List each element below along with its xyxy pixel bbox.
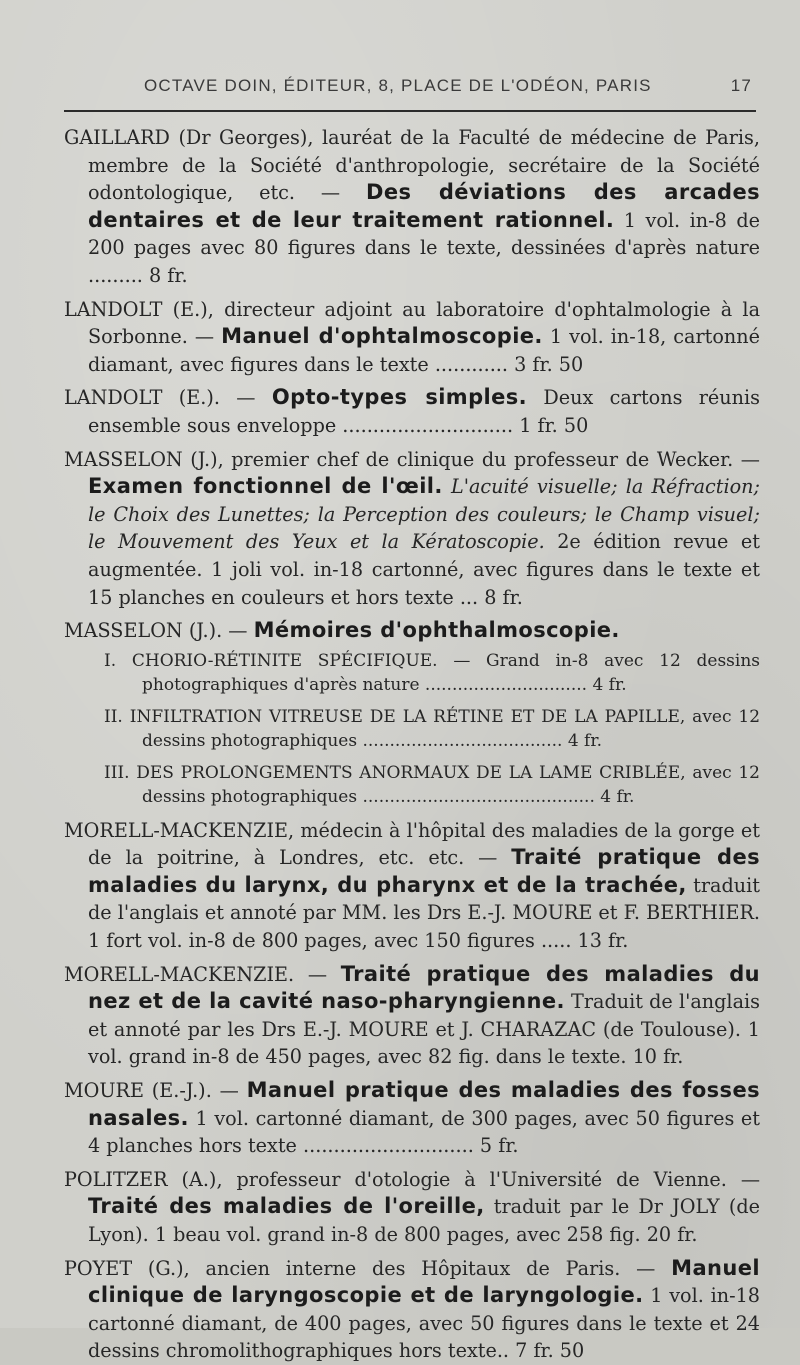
entry-details: 1 vol. in-18, cartonné diamant, avec figures dans le texte bbox=[88, 325, 761, 376]
entry-author: MASSELON (J.) bbox=[64, 447, 218, 471]
entry-description: . — bbox=[205, 1079, 247, 1103]
entry-description: . — bbox=[213, 386, 272, 410]
memoire-text: avec 12 dessins photographiques bbox=[142, 706, 761, 751]
entry-price: 8 fr. bbox=[484, 585, 523, 609]
entry-description: , médecin à l'hôpital des maladies de la gorge et de la poitrine, à Londres, etc. etc. — bbox=[88, 818, 760, 870]
entry-title: Manuel pratique des maladies des fosses nasales. bbox=[88, 1078, 760, 1130]
running-head bbox=[64, 76, 760, 96]
catalog-entry-moure: MOURE (E.-J.). — Manuel pratique des maladies des fosses nasales. 1 vol. cartonné diamant, de 300 pages, avec 50 figures et 4 planches hors texte ............................ 5 fr. bbox=[64, 1078, 760, 1158]
entry-price: 3 fr. 50 bbox=[514, 352, 584, 376]
memoire-text: avec 12 dessins photographiques bbox=[142, 762, 760, 807]
entry-price: 10 fr. bbox=[632, 1045, 684, 1069]
memoire-label: DES PROLONGEMENTS ANORMAUX DE LA LAME CRIBLÉE, bbox=[136, 762, 686, 783]
entry-details: 1 vol. in-8 de 200 pages avec 80 figures dans le texte, dessinées d'après nature bbox=[88, 208, 760, 260]
entry-title: Manuel clinique de laryngoscopie et de laryngologie. bbox=[88, 1255, 760, 1308]
entry-title: Traité pratique des maladies du nez et de la cavité naso-pharyngienne. bbox=[88, 961, 760, 1014]
entry-subjects: L'acuité visuelle; la Réfraction; le Choix des Lunettes; la Perception des couleurs; le Champ visuel; le Mouvement des Yeux et la Kératoscopie. bbox=[88, 475, 760, 554]
entry-description: , ancien interne des Hôpitaux de Paris. — bbox=[183, 1256, 672, 1280]
memoire-item: II. INFILTRATION VITREUSE DE LA RÉTINE ET DE LA PAPILLE, avec 12 dessins photographiques ..................................... 4 fr. bbox=[104, 706, 761, 751]
memoire-text: — Grand in-8 avec 12 dessins photographiques d'après nature bbox=[142, 650, 761, 695]
entry-details: Deux cartons réunis ensemble sous enveloppe bbox=[88, 386, 760, 437]
entry-author: LANDOLT (E.) bbox=[64, 297, 208, 321]
entry-details: Traduit de l'anglais et annoté par les Drs E.-J. MOURE et J. CHARAZAC (de Toulouse). 1 vol. grand in-8 de 450 pages, avec 82 fig. dans le texte. bbox=[88, 990, 760, 1069]
entry-author: LANDOLT (E.) bbox=[64, 386, 214, 410]
entry-author: MASSELON (J.) bbox=[64, 619, 217, 643]
page-number: 17 bbox=[730, 76, 752, 95]
entry-details: 1 vol. in-18 cartonné diamant, de 400 pages, avec 50 figures dans le texte et 24 dessins chromolithographiques hors texte.. bbox=[88, 1284, 760, 1363]
entry-price: 7 fr. 50 bbox=[515, 1339, 585, 1363]
entry-details: traduit par le Dr JOLY (de Lyon). 1 beau vol. grand in-8 de 800 pages, avec 258 fig. bbox=[88, 1195, 760, 1246]
entry-title: Examen fonctionnel de l'œil. bbox=[88, 474, 443, 499]
catalog-entry-gaillard: GAILLARD (Dr Georges), lauréat de la Faculté de médecine de Paris, membre de la Société d'anthropologie, secrétaire de la Société odontologique, etc. — Des déviations des arcades dentaires et de leur traitement rationnel. 1 vol. in-8 de 200 pages avec 80 figures dans le texte, dessinées d'après nature ......... 8 fr. bbox=[64, 126, 761, 287]
memoire-price: 4 fr. bbox=[592, 674, 627, 695]
entry-details: 1 vol. cartonné diamant, de 300 pages, avec 50 figures et 4 planches hors texte bbox=[88, 1106, 760, 1158]
catalog-entry-landolt-optotypes: LANDOLT (E.). — Opto-types simples. Deux cartons réunis ensemble sous enveloppe ............................ 1 fr. 50 bbox=[64, 385, 760, 437]
catalog-entry-landolt-manuel: LANDOLT (E.), directeur adjoint au laboratoire d'ophtalmologie à la Sorbonne. — Manuel d'ophtalmoscopie. 1 vol. in-18, cartonné diamant, avec figures dans le texte ............ 3 fr. 50 bbox=[64, 297, 761, 376]
entry-description: . — bbox=[288, 962, 341, 986]
catalog-entry-mackenzie-larynx: MORELL-MACKENZIE, médecin à l'hôpital des maladies de la gorge et de la poitrine, à Londres, etc. etc. — Traité pratique des maladies du larynx, du pharynx et de la trachée, traduit de l'anglais et annoté par MM. les Drs E.-J. MOURE et F. BERTHIER. 1 fort vol. in-8 de 800 pages, avec 150 figures ..... 13 fr. bbox=[64, 818, 760, 953]
memoire-item: I. CHORIO-RÉTINITE SPÉCIFIQUE. — Grand in-8 avec 12 dessins photographiques d'après nature .............................. 4 fr. bbox=[104, 650, 761, 695]
catalog-entry-mackenzie-nez bbox=[64, 961, 760, 1071]
entry-title: Traité pratique des maladies du larynx, du pharynx et de la trachée, bbox=[88, 845, 760, 897]
entry-description: , directeur adjoint au laboratoire d'ophtalmologie à la Sorbonne. — bbox=[88, 297, 761, 349]
entry-description: , professeur d'otologie à l'Université de Vienne. — bbox=[216, 1167, 761, 1191]
entry-title: Opto-types simples. bbox=[271, 385, 528, 410]
entry-author: MORELL-MACKENZIE bbox=[64, 962, 289, 986]
entry-author: MORELL-MACKENZIE bbox=[64, 818, 289, 842]
entry-title: Mémoires d'ophthalmoscopie. bbox=[253, 618, 620, 643]
entry-price: 20 fr. bbox=[646, 1223, 698, 1246]
memoire-label: INFILTRATION VITREUSE DE LA RÉTINE ET DE LA PAPILLE, bbox=[129, 706, 686, 727]
entry-price: 13 fr. bbox=[577, 929, 629, 953]
entry-author: MOURE (E.-J.) bbox=[64, 1079, 206, 1103]
memoire-price: 4 fr. bbox=[600, 786, 635, 807]
catalog-entry-poyet bbox=[64, 1255, 760, 1365]
entry-details: traduit de l'anglais et annoté par MM. les Drs E.-J. MOURE et F. BERTHIER. 1 fort vol. in-8 de 800 pages, avec 150 figures bbox=[88, 873, 760, 953]
memoire-label: CHORIO-RÉTINITE SPÉCIFIQUE. bbox=[131, 650, 438, 671]
entry-title: Manuel d'ophtalmoscopie. bbox=[221, 324, 543, 349]
entry-author: POLITZER (A.) bbox=[64, 1167, 217, 1191]
header-rule bbox=[64, 110, 756, 112]
entry-author: POYET (G.) bbox=[64, 1256, 184, 1280]
entry-details: 2e édition revue et augmentée. 1 joli vol. in-18 cartonné, avec figures dans le texte et 15 planches en couleurs et hors texte bbox=[88, 530, 760, 609]
entry-price: 1 fr. 50 bbox=[519, 413, 589, 437]
entry-title: Des déviations des arcades dentaires et de leur traitement rationnel. bbox=[88, 180, 761, 232]
entry-price: 8 fr. bbox=[149, 263, 188, 287]
memoire-number: III. bbox=[104, 762, 130, 783]
catalog-entry-masselon-examen: MASSELON (J.), premier chef de clinique du professeur de Wecker. — Examen fonctionnel de l'œil. L'acuité visuelle; la Réfraction; le Choix des Lunettes; la Perception des couleurs; le Champ visuel; le Mouvement des Yeux et la Kératoscopie. 2e édition revue et augmentée. 1 joli vol. in-18 cartonné, avec figures dans le texte et 15 planches en couleurs et hors texte ... 8 fr. bbox=[64, 447, 760, 609]
memoire-number: II. bbox=[104, 706, 123, 727]
entry-description: , lauréat de la Faculté de médecine de Paris, membre de la Société d'anthropologie, secrétaire de la Société odontologique, etc. — bbox=[88, 126, 760, 205]
memoire-item: III. DES PROLONGEMENTS ANORMAUX DE LA LAME CRIBLÉE, avec 12 dessins photographiques ........................................... 4 fr. bbox=[104, 762, 760, 807]
catalog-entry-masselon-memoires bbox=[64, 617, 760, 645]
running-title: OCTAVE DOIN, ÉDITEUR, 8, PLACE DE L'ODÉON, PARIS bbox=[144, 76, 652, 95]
entry-price: 5 fr. bbox=[479, 1134, 519, 1158]
catalog-entry-politzer bbox=[64, 1166, 760, 1249]
entry-author: GAILLARD (Dr Georges) bbox=[64, 126, 308, 149]
entry-title: Traité des maladies de l'oreille, bbox=[88, 1194, 485, 1219]
entry-description: . — bbox=[216, 619, 254, 643]
memoire-price: 4 fr. bbox=[567, 730, 603, 751]
memoire-number: I. bbox=[104, 650, 117, 671]
entry-description: , premier chef de clinique du professeur de Wecker. — bbox=[217, 447, 760, 471]
